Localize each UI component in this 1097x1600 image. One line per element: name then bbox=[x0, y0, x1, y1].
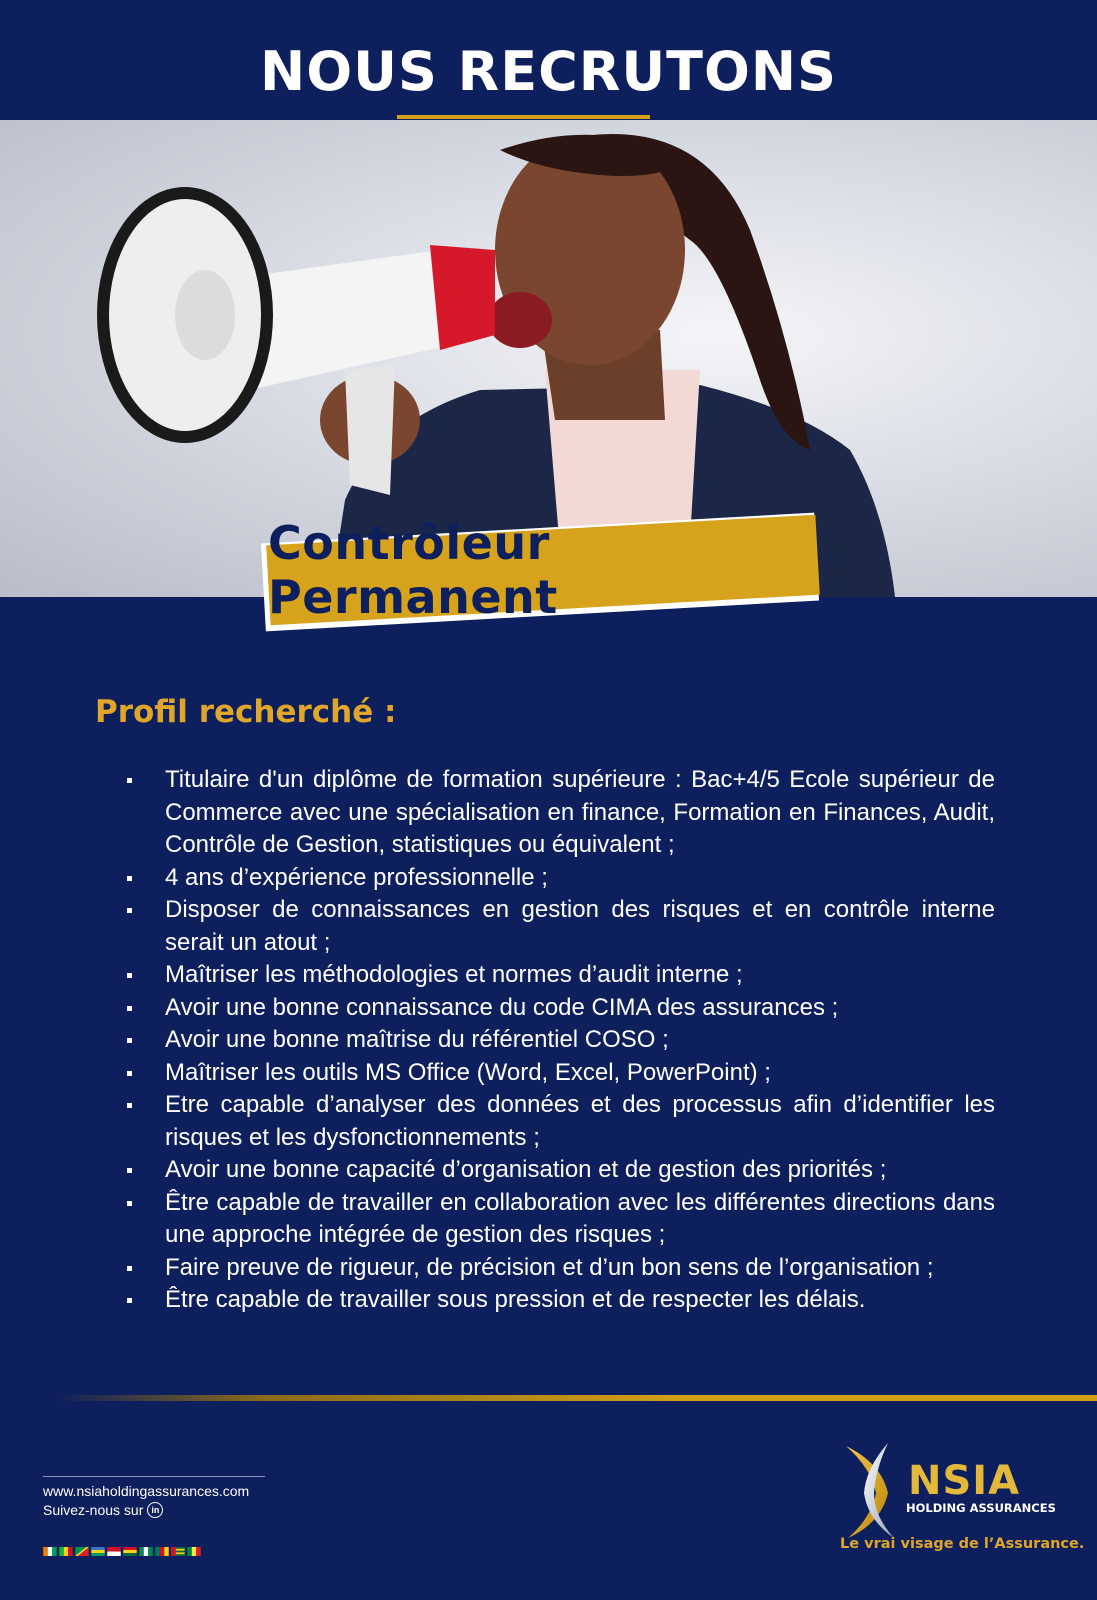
flag-icon bbox=[155, 1547, 169, 1556]
list-item: Avoir une bonne capacité d’organisation et de gestion des priorités ; bbox=[125, 1154, 995, 1187]
list-item: Titulaire d'un diplôme de formation supérieure : Bac+4/5 Ecole supérieur de Commerce avec une spécialisation en finance, Formation en Finances, Audit, Contrôle de Gestion, statistiques ou équivalent ; bbox=[125, 764, 995, 862]
tagline: Le vrai visage de l’Assurance. bbox=[840, 1536, 1085, 1552]
linkedin-icon[interactable]: in bbox=[147, 1502, 163, 1518]
job-banner bbox=[266, 515, 820, 626]
website-link[interactable]: www.nsiaholdingassurances.com bbox=[43, 1483, 250, 1499]
flag-icon bbox=[43, 1547, 57, 1556]
follow-us bbox=[43, 1502, 163, 1518]
follow-label: Suivez-nous sur bbox=[43, 1502, 144, 1518]
logo-name: NSIA bbox=[908, 1458, 1021, 1504]
title-underline bbox=[397, 115, 650, 119]
profile-heading: Profil recherché : bbox=[95, 694, 397, 730]
list-item: Disposer de connaissances en gestion des risques et en contrôle interne serait un atout ; bbox=[125, 894, 995, 959]
flag-icon bbox=[107, 1547, 121, 1556]
page-title: NOUS RECRUTONS bbox=[260, 40, 837, 103]
list-item: Être capable de travailler en collaboration avec les différentes directions dans une approche intégrée de gestion des risques ; bbox=[125, 1187, 995, 1252]
logo-subtitle: HOLDING ASSURANCES bbox=[906, 1501, 1056, 1515]
gold-divider bbox=[55, 1395, 1097, 1401]
flag-icon bbox=[91, 1547, 105, 1556]
flag-icon bbox=[75, 1547, 89, 1556]
flag-icon bbox=[171, 1547, 185, 1556]
list-item: Avoir une bonne connaissance du code CIMA des assurances ; bbox=[125, 992, 995, 1025]
job-title: Contrôleur Permanent bbox=[268, 516, 558, 624]
footer-rule bbox=[43, 1476, 265, 1477]
list-item: Etre capable d’analyser des données et des processus afin d’identifier les risques et les dysfonctionnements ; bbox=[125, 1089, 995, 1154]
list-item: Faire preuve de rigueur, de précision et d’un bon sens de l’organisation ; bbox=[125, 1252, 995, 1285]
list-item: Maîtriser les outils MS Office (Word, Excel, PowerPoint) ; bbox=[125, 1057, 995, 1090]
flag-icon bbox=[187, 1547, 201, 1556]
flag-icon bbox=[59, 1547, 73, 1556]
requirements-list bbox=[125, 764, 995, 1317]
country-flags bbox=[43, 1547, 201, 1556]
flag-icon bbox=[123, 1547, 137, 1556]
list-item: Avoir une bonne maîtrise du référentiel COSO ; bbox=[125, 1024, 995, 1057]
flag-icon bbox=[139, 1547, 153, 1556]
list-item: 4 ans d’expérience professionnelle ; bbox=[125, 862, 995, 895]
list-item: Être capable de travailler sous pression et de respecter les délais. bbox=[125, 1284, 995, 1317]
list-item: Maîtriser les méthodologies et normes d’audit interne ; bbox=[125, 959, 995, 992]
